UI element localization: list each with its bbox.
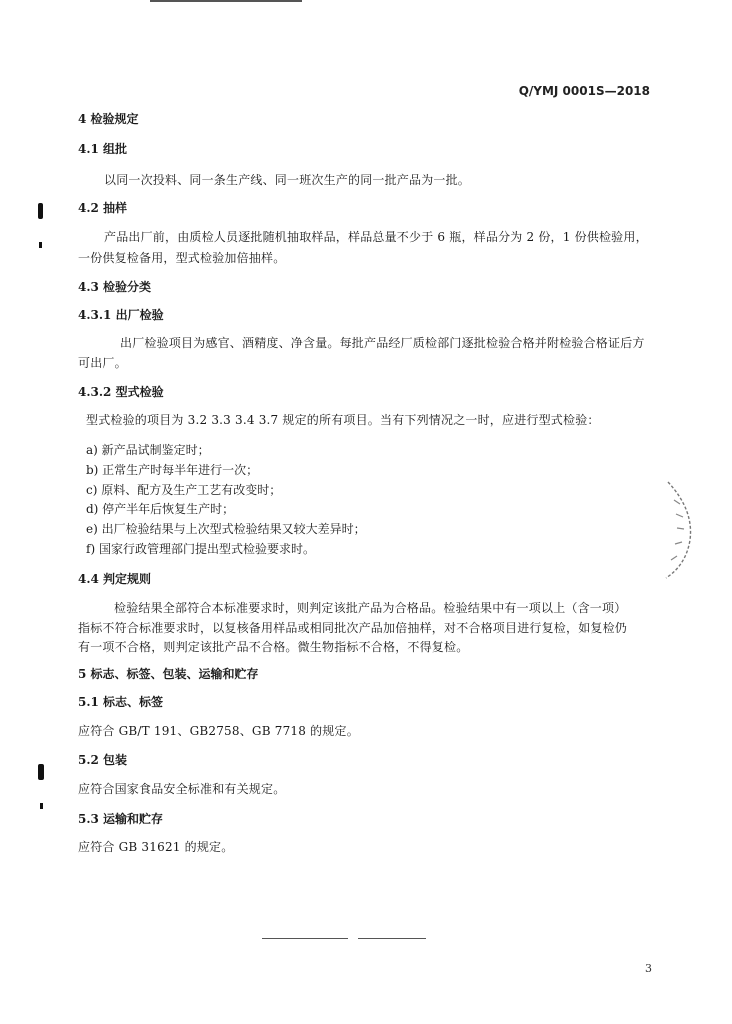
- paragraph-5-2: 应符合国家食品安全标准和有关规定。: [78, 782, 286, 796]
- paragraph-5-1: 应符合 GB/T 191、GB2758、GB 7718 的规定。: [78, 724, 359, 738]
- list-item: d) 停产半年后恢复生产时；: [86, 502, 235, 516]
- list-item: a) 新产品试制鉴定时；: [86, 443, 210, 457]
- binding-mark: [38, 764, 44, 780]
- heading-4: 4 检验规定: [78, 112, 139, 126]
- heading-5-1: 5.1 标志、标签: [78, 695, 164, 709]
- footer-rule-left: [262, 938, 348, 939]
- footer-rule-right: [358, 938, 426, 939]
- page-number: 3: [645, 962, 652, 975]
- paragraph-4-3-1-line2: 可出厂。: [78, 356, 127, 370]
- seal-stamp-fragment: [660, 480, 700, 580]
- binding-mark: [39, 242, 42, 248]
- heading-4-3: 4.3 检验分类: [78, 280, 152, 294]
- paragraph-4-3-2: 型式检验的项目为 3.2 3.3 3.4 3.7 规定的所有项目。当有下列情况之一时，应进行型式检验：: [86, 413, 600, 427]
- heading-5: 5 标志、标签、包装、运输和贮存: [78, 667, 259, 681]
- heading-4-3-1: 4.3.1 出厂检验: [78, 308, 164, 322]
- heading-5-2: 5.2 包装: [78, 753, 128, 767]
- paragraph-4-4-line3: 有一项不合格，则判定该批产品不合格。微生物指标不合格，不得复检。: [78, 640, 469, 654]
- list-item: b) 正常生产时每半年进行一次；: [86, 463, 259, 477]
- document-code: Q/YMJ 0001S—2018: [518, 84, 650, 98]
- heading-4-2: 4.2 抽样: [78, 201, 128, 215]
- paragraph-4-2-line1: 产品出厂前，由质检人员逐批随机抽取样品，样品总量不少于 6 瓶，样品分为 2 份，1 份供检验用，: [104, 230, 648, 244]
- list-item: f) 国家行政管理部门提出型式检验要求时。: [86, 542, 315, 556]
- paragraph-5-3: 应符合 GB 31621 的规定。: [78, 840, 234, 854]
- paragraph-4-2-line2: 一份供复检备用，型式检验加倍抽样。: [78, 251, 286, 265]
- list-item: e) 出厂检验结果与上次型式检验结果又较大差异时；: [86, 522, 366, 536]
- paragraph-4-4-line1: 检验结果全部符合本标准要求时，则判定该批产品为合格品。检验结果中有一项以上（含一项）: [114, 601, 627, 615]
- heading-4-4: 4.4 判定规则: [78, 572, 152, 586]
- paragraph-4-4-line2: 指标不符合标准要求时，以复核备用样品或相同批次产品加倍抽样，对不合格项目进行复检，如复检仍: [78, 621, 628, 635]
- binding-mark: [40, 803, 43, 809]
- paragraph-4-1: 以同一次投料、同一条生产线、同一班次生产的同一批产品为一批。: [104, 173, 471, 187]
- top-rule: [150, 0, 302, 2]
- list-item: c) 原料、配方及生产工艺有改变时；: [86, 483, 282, 497]
- paragraph-4-3-1-line1: 出厂检验项目为感官、酒精度、净含量。每批产品经厂质检部门逐批检验合格并附检验合格证后方: [120, 336, 645, 350]
- binding-mark: [38, 203, 43, 219]
- heading-5-3: 5.3 运输和贮存: [78, 812, 164, 826]
- heading-4-1: 4.1 组批: [78, 142, 128, 156]
- heading-4-3-2: 4.3.2 型式检验: [78, 385, 164, 399]
